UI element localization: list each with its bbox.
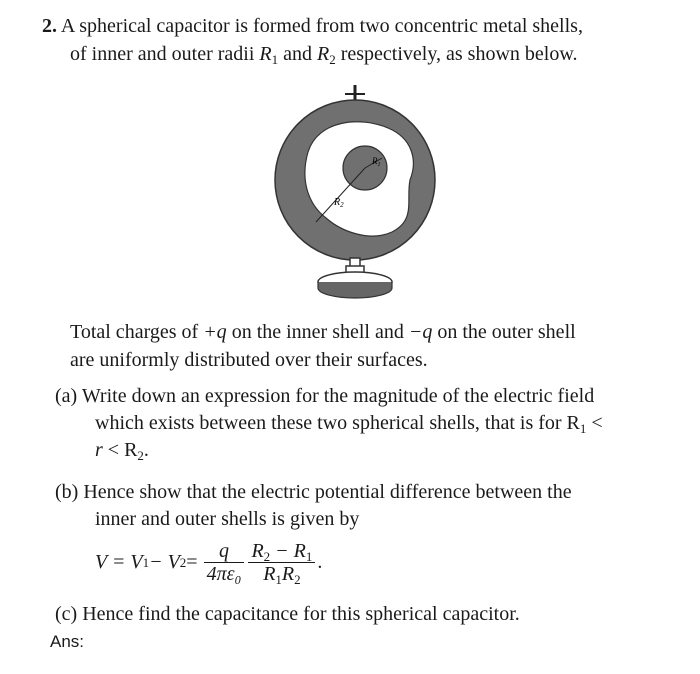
frac2-denominator (248, 563, 315, 585)
question-intro-2-pre: of inner and outer radii (70, 43, 255, 65)
plus-q: +q (203, 321, 227, 343)
eq-lhs: V = V (95, 551, 143, 573)
frac2-num-r2-sub: 2 (263, 549, 271, 564)
spherical-capacitor-figure (260, 80, 450, 305)
part-c-text: Hence find the capacitance for this spherical capacitor. (82, 603, 520, 625)
stand-base-side (318, 282, 392, 298)
answer-label: Ans: (50, 632, 85, 651)
eq-minus-v2: − V (149, 551, 180, 573)
frac2-numerator (248, 540, 315, 563)
question-intro-2-post: respectively, as shown below. (340, 43, 578, 65)
frac2-num-r2: R (251, 540, 264, 562)
symbol-r1-sub: 1 (271, 52, 279, 67)
part-a-line-2 (95, 411, 603, 435)
frac2-den-r2-sub: 2 (294, 572, 301, 587)
frac2-den-r1-sub: 1 (275, 572, 282, 587)
part-c-line (55, 602, 520, 626)
part-c-label: (c) (55, 603, 78, 625)
frac2-den-r2: R (281, 563, 295, 585)
frac2-num-r1-sub: 1 (305, 549, 313, 564)
part-a-line-3 (95, 438, 149, 462)
charges-line-1 (70, 320, 576, 344)
part-b-line-1 (55, 480, 572, 504)
charges-line-2: are uniformly distributed over their surfaces. (70, 349, 428, 371)
eq-equals: = (186, 551, 198, 573)
symbol-r1: R (259, 43, 272, 65)
minus-q: −q (408, 321, 433, 343)
symbol-r2-sub: 2 (329, 52, 336, 67)
potential-equation: V = V 1 − V 2 = $\frac{q}{\text{4πε₀}}$ $\frac{R_2 - R_1}{R_1R_2}$ . (95, 540, 323, 587)
part-a-r2-sub: 2 (137, 448, 144, 463)
frac2-num-minus-r1: − R (270, 540, 306, 562)
eq-fraction-2 (248, 540, 315, 585)
part-a-text-2: which exists between these two spherical shells, that is for R (95, 412, 580, 434)
part-a-end: . (143, 439, 149, 461)
charges-pre: Total charges of (70, 321, 199, 343)
label-r1: $R_1$ (372, 156, 381, 168)
part-a-text-1: Write down an expression for the magnitude of the electric field (81, 385, 595, 407)
part-b-line-2: inner and outer shells is given by (95, 508, 360, 530)
question-intro-1: A spherical capacitor is formed from two concentric metal shells, (60, 15, 583, 37)
part-a-lt-r2: < R (107, 439, 138, 461)
label-r2: $R_2$ (334, 197, 344, 209)
question-and: and (283, 43, 312, 65)
frac2-den-r1: R (263, 563, 276, 585)
charges-post: on the outer shell (437, 321, 576, 343)
question-line-2 (70, 42, 578, 66)
eq-end: . (317, 551, 323, 573)
frac1-numerator: q (204, 540, 245, 563)
part-a-r: r (95, 439, 103, 461)
part-b-text-1: Hence show that the electric potential difference between the (83, 481, 572, 503)
part-b-label: (b) (55, 481, 79, 503)
question-line-1 (42, 14, 583, 38)
part-a-lt: < (591, 412, 603, 434)
part-a-r1-sub: 1 (579, 421, 587, 436)
part-a-line-1 (55, 384, 594, 408)
eq-fraction-1 (204, 540, 245, 585)
question-number: 2. (42, 15, 57, 37)
frac1-denominator: 4πε₀ (206, 563, 242, 585)
symbol-r2: R (316, 43, 330, 65)
charges-mid: on the inner shell and (231, 321, 404, 343)
part-a-label: (a) (55, 385, 78, 407)
